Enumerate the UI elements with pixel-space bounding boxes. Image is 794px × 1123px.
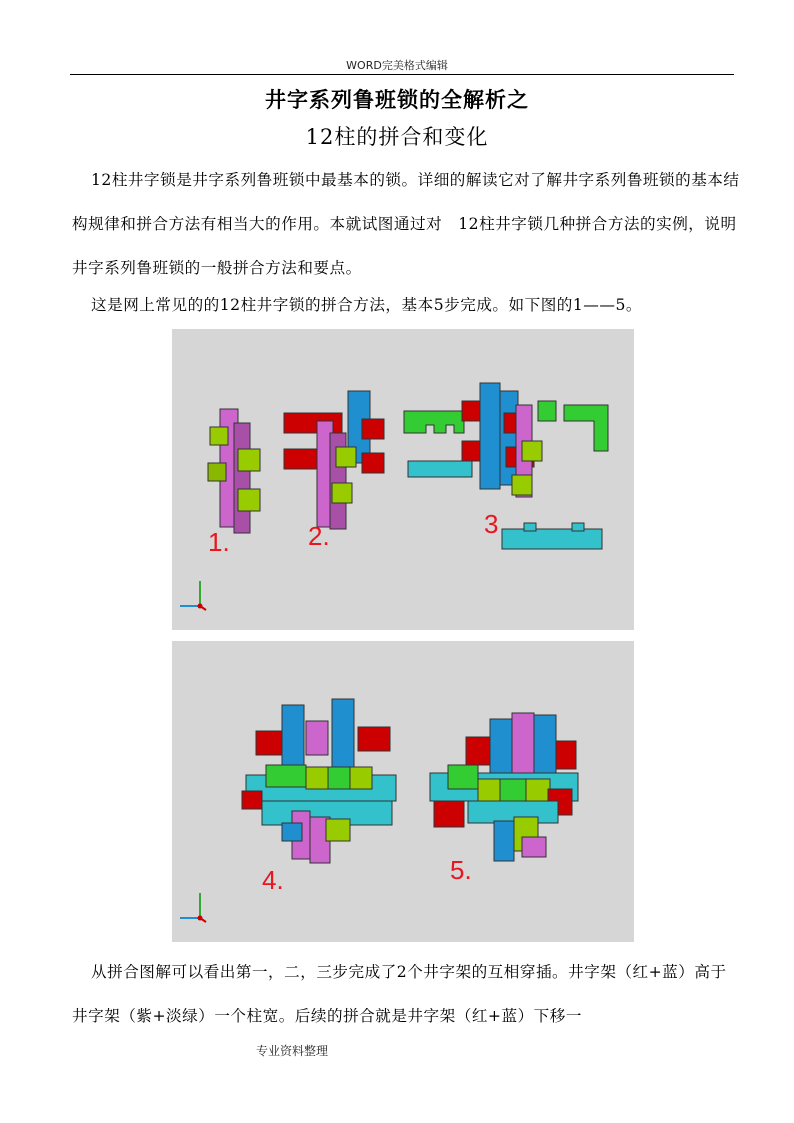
document-title: 井字系列鲁班锁的全解析之 [265,88,529,112]
step-4-label: 4. [262,865,284,895]
assembly-figure-steps-4-5 [172,641,634,942]
step-2-model [284,391,384,529]
page-header: WORD完美格式编辑 [346,59,448,72]
axis-triad-icon [180,893,206,922]
intro-paragraph: 12柱井字锁是井字系列鲁班锁中最基本的锁。详细的解读它对了解井字系列鲁班锁的基本结构规律和拼合方法有相当大的作用。本就试图通过对 12柱井字锁几种拼合方法的实例，说明井字系列鲁班锁的一般拼合方法和要点。 [72,171,740,277]
analysis-paragraph: 从拼合图解可以看出第一，二，三步完成了2个井字架的互相穿插。井字架（红+蓝）高于井字架（紫+淡绿）一个柱宽。后续的拼合就是井字架（红+蓝）下移一 [72,963,727,1025]
page-footer: 专业资料整理 [256,1044,329,1058]
step-1-label: 1. [208,527,230,557]
header-divider [70,74,734,75]
method-paragraph: 这是网上常见的的12柱井字锁的拼合方法，基本5步完成。如下图的1——5。 [91,296,643,314]
step-3-model [404,383,608,549]
assembly-illustration [172,329,634,630]
assembly-illustration [172,641,634,942]
step-2-label: 2. [308,521,330,551]
step-4-model [242,699,396,863]
step-3-label: 3 [484,509,499,539]
step-5-model [430,713,578,861]
axis-triad-icon [180,581,206,610]
assembly-figure-steps-1-3 [172,329,634,630]
document-subtitle: 12柱的拼合和变化 [305,125,489,149]
step-1-model [208,409,260,533]
step-5-label: 5. [450,855,472,885]
